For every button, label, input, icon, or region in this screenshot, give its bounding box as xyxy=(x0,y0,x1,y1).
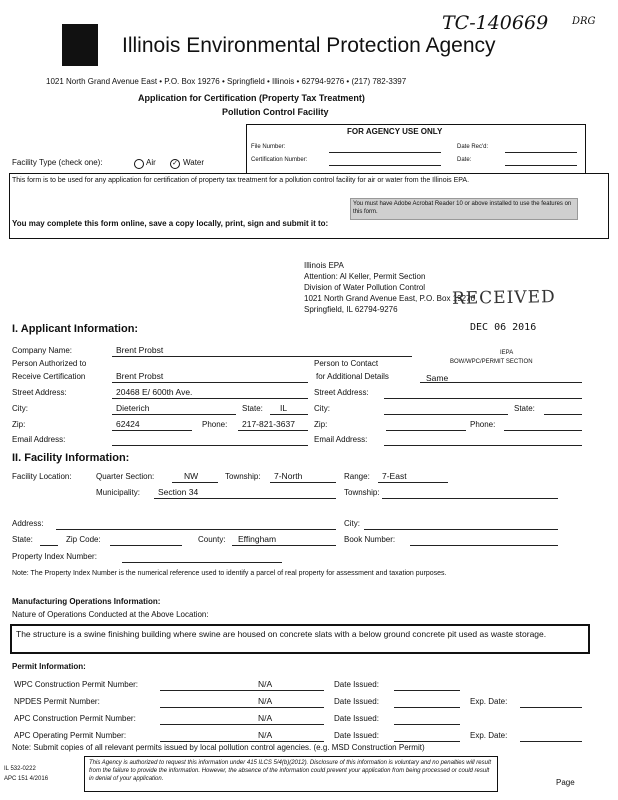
received-stamp: RECEIVED xyxy=(451,287,556,309)
permit-row-value: N/A xyxy=(258,730,273,740)
company-name-value: Brent Probst xyxy=(116,345,164,355)
facility-state-field[interactable] xyxy=(40,545,58,546)
state2-label: State: xyxy=(514,404,535,413)
air-label: Air xyxy=(146,158,156,167)
township2-label: Township: xyxy=(344,488,380,497)
cert-number-label: Certification Number: xyxy=(251,157,308,163)
street-field[interactable] xyxy=(112,398,308,399)
stamp-epa: IEPA xyxy=(500,350,514,356)
address-label: Address: xyxy=(12,519,44,528)
authorized-label-2: Receive Certification xyxy=(12,372,86,381)
facility-state-label: State: xyxy=(12,535,33,544)
mailing-line: Division of Water Pollution Control xyxy=(304,283,426,292)
state-field[interactable] xyxy=(270,414,308,415)
agency-title: Illinois Environmental Protection Agency xyxy=(122,34,496,57)
mailing-line: 1021 North Grand Avenue East, P.O. Box 19276 xyxy=(304,294,475,303)
permit-row-label: APC Construction Permit Number: xyxy=(14,714,136,723)
agency-address: 1021 North Grand Avenue East • P.O. Box 19276 • Springfield • Illinois • 62794-9276 • (217) 782-3397 xyxy=(46,77,407,86)
handwritten-initials: DRG xyxy=(572,16,596,27)
email-label: Email Address: xyxy=(12,435,66,444)
page-label: Page xyxy=(556,778,575,787)
permit-row-date-field[interactable] xyxy=(394,707,460,708)
facility-city-label: City: xyxy=(344,519,360,528)
zip-label: Zip: xyxy=(12,420,26,429)
city-field[interactable] xyxy=(112,414,236,415)
county-value: Effingham xyxy=(238,534,277,544)
company-name-field[interactable] xyxy=(112,356,412,357)
phone-field[interactable] xyxy=(238,430,308,431)
municipality-field[interactable] xyxy=(154,498,336,499)
state-value: IL xyxy=(280,403,288,413)
zip-code-label: Zip Code: xyxy=(66,535,101,544)
permit-row-label: WPC Construction Permit Number: xyxy=(14,680,139,689)
agency-date-field[interactable] xyxy=(505,165,577,166)
applicant-heading: I. Applicant Information: xyxy=(12,323,139,335)
township-field[interactable] xyxy=(270,482,336,483)
book-label: Book Number: xyxy=(344,535,396,544)
zip-code-field[interactable] xyxy=(110,545,182,546)
range-field[interactable] xyxy=(378,482,448,483)
permit-row-field[interactable] xyxy=(160,724,324,725)
date-recd-label: Date Rec'd: xyxy=(457,144,489,150)
county-field[interactable] xyxy=(232,545,336,546)
phone2-field[interactable] xyxy=(504,430,582,431)
stamp-section: BOW/WPC/PERMIT SECTION xyxy=(450,359,533,365)
pin-note: Note: The Property Index Number is the numerical reference used to identify a parcel of real property for assessment and taxation purposes. xyxy=(12,570,447,577)
contact-value: Same xyxy=(426,373,449,383)
mailing-address xyxy=(304,260,475,315)
mailing-line: Illinois EPA xyxy=(304,261,344,270)
air-radio[interactable] xyxy=(134,159,144,169)
state-label: State: xyxy=(242,404,263,413)
permit-heading: Permit Information: xyxy=(12,662,86,671)
permit-row-date-label: Date Issued: xyxy=(334,714,379,723)
email2-field[interactable] xyxy=(384,445,582,446)
water-radio[interactable] xyxy=(170,159,180,169)
zip2-label: Zip: xyxy=(314,420,328,429)
city2-label: City: xyxy=(314,404,330,413)
authorized-value: Brent Probst xyxy=(116,371,164,381)
form-subtitle: Pollution Control Facility xyxy=(222,107,329,117)
township-label: Township: xyxy=(225,472,261,481)
township2-field[interactable] xyxy=(382,498,558,499)
zip2-field[interactable] xyxy=(386,430,466,431)
agency-date-label: Date: xyxy=(457,157,472,163)
facility-type-label: Facility Type (check one): xyxy=(12,158,103,167)
reader-note: You must have Adobe Acrobat Reader 10 or above installed to use the features on this form. xyxy=(350,198,578,220)
street-label: Street Address: xyxy=(12,388,67,397)
company-name-label: Company Name: xyxy=(12,346,73,355)
received-date-stamp: DEC 06 2016 xyxy=(470,322,537,333)
township-value: 7-North xyxy=(274,471,303,481)
agency-use-heading: FOR AGENCY USE ONLY xyxy=(347,127,443,136)
permit-row-exp-label: Exp. Date: xyxy=(470,697,508,706)
municipality-label: Municipality: xyxy=(96,488,141,497)
facility-heading: II. Facility Information: xyxy=(12,452,130,464)
street-value: 20468 E/ 600th Ave. xyxy=(116,387,193,397)
handwritten-id: TC-140669 xyxy=(442,12,549,34)
range-label: Range: xyxy=(344,472,370,481)
permit-row-value: N/A xyxy=(258,713,273,723)
operations-description[interactable]: The structure is a swine finishing building where swine are housed on concrete slats with a below ground concrete pit used as waste storage. xyxy=(10,624,590,654)
street2-field[interactable] xyxy=(384,398,582,399)
range-value: 7-East xyxy=(382,471,407,481)
instructions-box xyxy=(9,173,609,239)
authorized-label-1: Person Authorized to xyxy=(12,359,87,368)
agency-use-box xyxy=(246,124,586,174)
permit-row-label: APC Operating Permit Number: xyxy=(14,731,127,740)
contact-label-2: for Additional Details xyxy=(316,372,389,381)
mailing-line: Attention: Al Keller, Permit Section xyxy=(304,272,426,281)
phone-value: 217-821-3637 xyxy=(242,419,295,429)
file-number-field[interactable] xyxy=(329,152,441,153)
permit-row-date-label: Date Issued: xyxy=(334,680,379,689)
water-label: Water xyxy=(183,158,205,167)
quarter-value: NW xyxy=(184,471,199,481)
street2-label: Street Address: xyxy=(314,388,369,397)
instructions-online: You may complete this form online, save a copy locally, print, sign and submit it to: xyxy=(12,219,329,228)
permit-note: Note: Submit copies of all relevant permits issued by local pollution control agencies. (e.g. MSD Construction Permit) xyxy=(12,743,425,752)
disclaimer-box: This Agency is authorized to request this information under 415 ILCS 5/4(b)(2012). Disclosure of this information is voluntary and no penalties will result from the failure to provide the information. However, the absence of the information could prevent your application from being processed or could result in denial of your application. xyxy=(84,756,498,792)
permit-row-field[interactable] xyxy=(160,690,324,691)
mailing-line: Springfield, IL 62794-9276 xyxy=(304,305,398,314)
form-title: Application for Certification (Property Tax Treatment) xyxy=(138,93,365,103)
zip-field[interactable] xyxy=(112,430,192,431)
city-value: Dieterich xyxy=(116,403,150,413)
contact-label-1: Person to Contact xyxy=(314,359,379,368)
permit-row-value: N/A xyxy=(258,696,273,706)
permit-row-field[interactable] xyxy=(160,741,324,742)
permit-row-exp-field[interactable] xyxy=(520,707,582,708)
phone2-label: Phone: xyxy=(470,420,496,429)
permit-row-date-field[interactable] xyxy=(394,724,460,725)
permit-row-label: NPDES Permit Number: xyxy=(14,697,100,706)
email2-label: Email Address: xyxy=(314,435,368,444)
county-label: County: xyxy=(198,535,226,544)
quarter-field[interactable] xyxy=(172,482,218,483)
form-id-2: APC 151 4/2016 xyxy=(4,776,49,782)
permit-row-date-label: Date Issued: xyxy=(334,731,379,740)
authorized-field[interactable] xyxy=(112,382,308,383)
facility-address-field[interactable] xyxy=(56,529,336,530)
date-recd-field[interactable] xyxy=(505,152,577,153)
facility-location-label: Facility Location: xyxy=(12,472,72,481)
manufacturing-heading: Manufacturing Operations Information: xyxy=(12,597,161,606)
agency-logo xyxy=(62,24,98,66)
permit-row-date-label: Date Issued: xyxy=(334,697,379,706)
permit-row-exp-label: Exp. Date: xyxy=(470,731,508,740)
zip-value: 62424 xyxy=(116,419,140,429)
city-label: City: xyxy=(12,404,28,413)
email-field[interactable] xyxy=(112,445,308,446)
checkmark-icon: ✓ xyxy=(172,160,178,167)
pin-field[interactable] xyxy=(122,562,282,563)
permit-row-date-field[interactable] xyxy=(394,741,460,742)
cert-number-field[interactable] xyxy=(329,165,441,166)
facility-city-field[interactable] xyxy=(364,529,558,530)
nature-label: Nature of Operations Conducted at the Above Location: xyxy=(12,610,209,619)
instructions-purpose: This form is to be used for any application for certification of property tax treatment for a pollution control facility for air or water from the Illinois EPA. xyxy=(12,177,470,184)
file-number-label: File Number: xyxy=(251,144,286,150)
permit-row-field[interactable] xyxy=(160,707,324,708)
phone-label: Phone: xyxy=(202,420,228,429)
book-field[interactable] xyxy=(410,545,558,546)
form-id-1: IL 532-0222 xyxy=(4,766,36,772)
city2-field[interactable] xyxy=(384,414,508,415)
permit-row-date-field[interactable] xyxy=(394,690,460,691)
state2-field[interactable] xyxy=(544,414,582,415)
municipality-value: Section 34 xyxy=(158,487,199,497)
pin-label: Property Index Number: xyxy=(12,552,97,561)
quarter-label: Quarter Section: xyxy=(96,472,155,481)
permit-row-exp-field[interactable] xyxy=(520,741,582,742)
permit-row-value: N/A xyxy=(258,679,273,689)
